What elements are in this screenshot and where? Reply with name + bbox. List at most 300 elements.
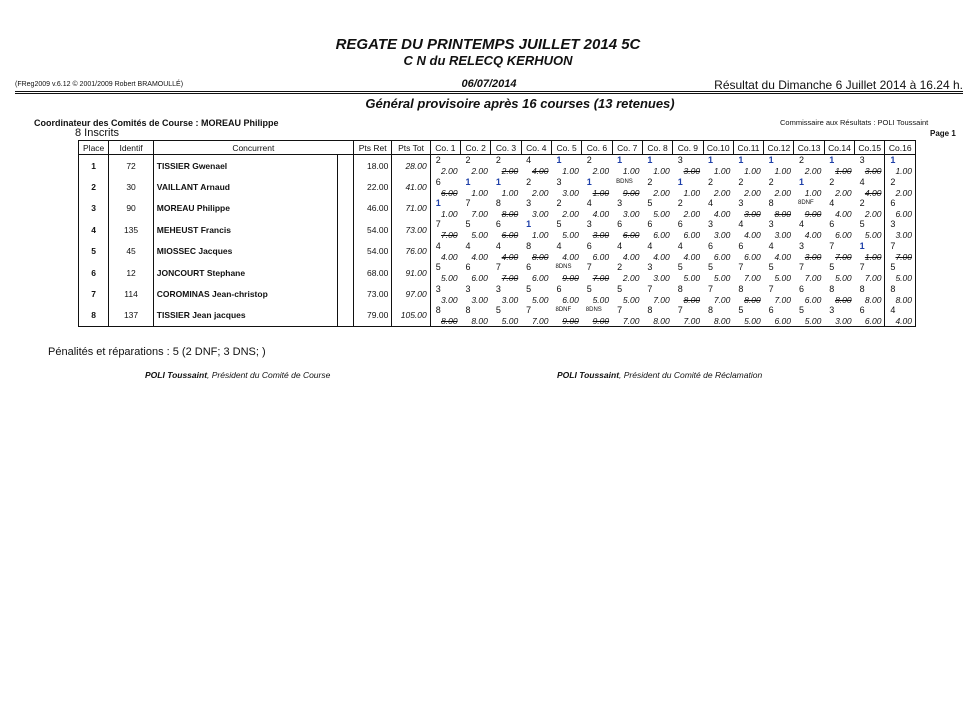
race-rank: 1 <box>798 176 804 187</box>
race-points: 4.00 <box>562 251 579 262</box>
race-points: 6.00 <box>683 230 701 241</box>
race-rank: 3 <box>617 197 623 208</box>
race-rank: 3 <box>435 283 441 294</box>
race-cell <box>703 155 733 177</box>
race-rank: 3 <box>798 240 804 251</box>
race-cell <box>582 198 612 219</box>
race-points: 6.00 <box>653 230 670 241</box>
race-result <box>673 219 703 240</box>
race-result <box>521 305 551 326</box>
spacer-cell <box>337 283 353 304</box>
race-rank: 6 <box>556 283 562 294</box>
race-rank: 3 <box>586 219 592 230</box>
race-cell <box>642 241 672 262</box>
race-rank: 2 <box>465 155 471 166</box>
race-rank: 7 <box>617 304 623 315</box>
race-result <box>824 305 854 326</box>
race-rank: BDNS <box>616 178 633 185</box>
race-cell <box>855 262 885 283</box>
race-cell <box>521 219 551 240</box>
race-rank: 6 <box>526 262 532 273</box>
race-result <box>673 305 703 326</box>
race-result <box>491 177 521 198</box>
race-points: 6.00 <box>501 230 519 241</box>
race-cell <box>673 198 703 219</box>
column-header: Pts Tot <box>392 141 430 155</box>
race-result <box>461 155 491 176</box>
race-result <box>824 284 854 305</box>
race-cell <box>582 241 612 262</box>
race-points: 1.00 <box>622 166 640 177</box>
competitor-name: MOREAU Philippe <box>156 203 230 214</box>
race-rank: 1 <box>586 176 592 187</box>
race-cell <box>491 262 521 283</box>
race-points: 5.00 <box>441 273 458 284</box>
race-points: 2.00 <box>592 166 610 177</box>
race-cell <box>855 283 885 304</box>
race-points: 8.00 <box>835 294 852 305</box>
race-result <box>491 155 521 176</box>
race-rank: 8 <box>465 304 471 315</box>
race-result <box>703 177 733 198</box>
identif-cell: 114 <box>109 283 153 304</box>
race-rank: 4 <box>647 240 653 251</box>
pts-ret-cell: 73.00 <box>353 283 391 304</box>
race-result <box>521 219 551 240</box>
race-cell <box>764 176 794 197</box>
result-timestamp: Résultat du Dimanche 6 Juillet 2014 à 16.24 h. <box>714 78 963 92</box>
race-result <box>612 198 642 219</box>
race-cell <box>582 262 612 283</box>
race-cell <box>794 198 824 219</box>
race-rank: 7 <box>526 304 532 315</box>
race-rank: 5 <box>829 262 835 273</box>
race-rank: 7 <box>495 262 501 273</box>
race-rank: 8 <box>435 304 441 315</box>
race-cell <box>855 305 885 327</box>
spacer-cell <box>337 305 353 327</box>
race-result <box>551 284 581 305</box>
race-points: 1.00 <box>501 187 519 198</box>
race-rank: 6 <box>798 283 804 294</box>
race-rank: 6 <box>495 219 501 230</box>
race-result <box>551 305 581 326</box>
race-cell <box>673 241 703 262</box>
race-points: 5.00 <box>713 273 731 284</box>
race-points: 7.00 <box>864 273 882 284</box>
race-points: 4.00 <box>653 251 670 262</box>
place-cell: 3 <box>79 198 109 219</box>
signatory-role: , Président du Comité de Course <box>207 370 331 380</box>
race-result <box>855 198 885 219</box>
race-result <box>431 198 461 219</box>
race-cell <box>703 176 733 197</box>
race-rank: 5 <box>890 262 896 273</box>
race-points: 2.00 <box>835 187 852 198</box>
race-rank: 2 <box>890 176 896 187</box>
race-result <box>431 155 461 176</box>
race-cell <box>885 283 916 304</box>
race-result <box>431 177 461 198</box>
race-result <box>703 198 733 219</box>
place-cell: 6 <box>79 262 109 283</box>
race-points: 1.00 <box>592 187 610 198</box>
race-points: 4.00 <box>864 187 882 198</box>
race-cell <box>824 305 854 327</box>
pts-tot-cell: 76.00 <box>392 241 430 262</box>
divider <box>15 93 963 94</box>
software-credit: (FReg2009 v.6.12 © 2001/2009 Robert BRAMOULLÉ) <box>15 81 184 88</box>
race-rank: 4 <box>859 176 865 187</box>
race-points: 2.00 <box>774 187 791 198</box>
spacer-cell <box>337 155 353 177</box>
race-points: 7.00 <box>895 251 912 262</box>
race-cell <box>794 305 824 327</box>
race-points: 5.00 <box>774 273 791 284</box>
identif-cell: 135 <box>109 219 153 240</box>
race-result <box>733 155 763 176</box>
race-cell <box>582 155 612 177</box>
race-result <box>794 241 824 262</box>
race-points: 3.00 <box>501 294 519 305</box>
race-cell <box>551 262 581 283</box>
race-points: 7.00 <box>622 315 640 326</box>
race-points: 1.00 <box>683 187 701 198</box>
race-rank: 5 <box>738 304 744 315</box>
race-result <box>551 198 581 219</box>
race-result <box>885 198 915 219</box>
race-result <box>855 262 885 283</box>
place-cell: 1 <box>79 155 109 177</box>
race-rank: 6 <box>435 176 441 187</box>
race-cell <box>551 283 581 304</box>
signatory-name: POLI Toussaint <box>557 370 620 380</box>
race-points: 1.00 <box>653 166 670 177</box>
race-cell <box>733 262 763 283</box>
race-result <box>824 262 854 283</box>
race-rank: 2 <box>586 155 592 166</box>
race-points: 6.00 <box>562 294 579 305</box>
race-cell <box>582 176 612 197</box>
race-rank: 4 <box>556 240 562 251</box>
race-rank: 4 <box>495 240 501 251</box>
race-result <box>885 262 915 283</box>
divider <box>15 91 963 92</box>
race-result <box>855 155 885 176</box>
race-result <box>521 155 551 176</box>
race-points: 4.00 <box>835 208 852 219</box>
race-cell <box>794 283 824 304</box>
race-cell <box>551 219 581 240</box>
column-header: Co.12 <box>764 141 794 155</box>
race-rank: 3 <box>526 197 532 208</box>
pts-tot-cell: 73.00 <box>392 219 430 240</box>
race-points: 1.00 <box>895 166 912 177</box>
race-cell <box>521 155 551 177</box>
pts-ret-cell: 79.00 <box>353 305 391 327</box>
event-date: 06/07/2014 <box>461 78 517 90</box>
identif-cell: 90 <box>109 198 153 219</box>
race-points: 4.00 <box>774 251 791 262</box>
race-points: 2.00 <box>895 187 912 198</box>
coordinator: Coordinateur des Comités de Course : MOREAU Philippe <box>34 118 279 128</box>
race-points: 8.00 <box>441 315 458 326</box>
race-result <box>612 177 642 198</box>
race-points: 2.00 <box>653 187 670 198</box>
race-result <box>461 219 491 240</box>
race-result <box>733 177 763 198</box>
race-cell <box>794 219 824 240</box>
race-rank: 4 <box>677 240 683 251</box>
race-rank: 8 <box>526 240 532 251</box>
race-points: 6.00 <box>713 251 731 262</box>
race-rank: 1 <box>859 240 865 251</box>
race-cell <box>794 155 824 177</box>
race-result <box>582 284 612 305</box>
race-result <box>824 155 854 176</box>
table-header <box>79 141 916 155</box>
race-points: 7.00 <box>531 315 549 326</box>
race-cell <box>733 305 763 327</box>
race-points: 5.00 <box>531 294 549 305</box>
race-result <box>703 262 733 283</box>
race-cell <box>733 176 763 197</box>
race-rank: 1 <box>435 197 441 208</box>
race-cell <box>521 241 551 262</box>
race-cell <box>612 155 642 177</box>
race-result <box>733 284 763 305</box>
race-cell <box>461 241 491 262</box>
place-cell: 5 <box>79 241 109 262</box>
race-rank: 1 <box>768 155 774 166</box>
table-row <box>79 176 916 197</box>
race-rank: 1 <box>647 155 653 166</box>
race-points: 9.00 <box>562 273 579 284</box>
race-result <box>885 219 915 240</box>
race-rank: 5 <box>435 262 441 273</box>
race-cell <box>673 155 703 177</box>
place-cell: 4 <box>79 219 109 240</box>
race-rank: 2 <box>859 197 865 208</box>
race-points: 1.00 <box>562 166 579 177</box>
race-rank: 1 <box>465 176 471 187</box>
race-result <box>612 262 642 283</box>
race-cell <box>612 198 642 219</box>
race-result <box>551 177 581 198</box>
race-points: 5.00 <box>592 294 610 305</box>
race-points: 6.00 <box>622 230 640 241</box>
race-points: 6.00 <box>804 294 822 305</box>
race-cell <box>461 155 491 177</box>
race-points: 6.00 <box>471 273 488 284</box>
column-header: Co. 9 <box>673 141 703 155</box>
race-result <box>612 284 642 305</box>
race-rank: 5 <box>708 262 714 273</box>
race-points: 4.00 <box>804 230 822 241</box>
race-rank: 7 <box>465 197 471 208</box>
race-rank: 7 <box>435 219 441 230</box>
race-points: 5.00 <box>744 315 761 326</box>
race-cell <box>582 219 612 240</box>
race-rank: 5 <box>859 219 865 230</box>
race-cell <box>764 241 794 262</box>
race-points: 4.00 <box>895 315 912 326</box>
race-points: 8.00 <box>653 315 670 326</box>
column-header: Co. 7 <box>612 141 642 155</box>
race-rank: 4 <box>768 240 774 251</box>
race-cell <box>612 241 642 262</box>
race-points: 2.00 <box>713 187 731 198</box>
spacer-cell <box>337 219 353 240</box>
race-result <box>582 262 612 283</box>
race-result <box>642 262 672 283</box>
race-rank: 8 <box>708 304 714 315</box>
race-cell <box>764 219 794 240</box>
race-cell <box>612 262 642 283</box>
race-result <box>824 177 854 198</box>
race-cell <box>824 155 854 177</box>
race-rank: 2 <box>495 155 501 166</box>
race-result <box>582 198 612 219</box>
race-result <box>461 241 491 262</box>
race-cell <box>521 176 551 197</box>
race-result <box>794 305 824 326</box>
standings-subtitle: Général provisoire après 16 courses (13 retenues) <box>365 96 675 111</box>
race-cell <box>673 176 703 197</box>
identif-cell: 72 <box>109 155 153 177</box>
race-cell <box>551 198 581 219</box>
race-points: 5.00 <box>835 273 852 284</box>
race-cell <box>461 219 491 240</box>
race-result <box>431 284 461 305</box>
race-cell <box>491 155 521 177</box>
race-points: 4.00 <box>713 208 731 219</box>
race-cell <box>885 176 916 197</box>
race-result <box>794 262 824 283</box>
race-result <box>885 284 915 305</box>
column-header: Co.13 <box>794 141 824 155</box>
race-result <box>764 219 794 240</box>
race-result <box>642 155 672 176</box>
race-cell <box>885 262 916 283</box>
column-header: Co.10 <box>703 141 733 155</box>
race-result <box>733 219 763 240</box>
race-rank: 2 <box>829 176 835 187</box>
race-points: 2.00 <box>531 187 549 198</box>
race-cell <box>430 283 460 304</box>
race-cell <box>642 283 672 304</box>
race-points: 1.00 <box>471 187 488 198</box>
race-rank: 8 <box>647 304 653 315</box>
spacer-cell <box>337 198 353 219</box>
race-result <box>794 284 824 305</box>
race-cell <box>461 305 491 327</box>
race-rank: 1 <box>890 155 896 166</box>
race-cell <box>612 305 642 327</box>
race-points: 7.00 <box>713 294 731 305</box>
signature-race-committee <box>145 370 330 380</box>
race-rank: 8DNF <box>797 199 814 206</box>
pts-tot-cell: 71.00 <box>392 198 430 219</box>
race-result <box>431 219 461 240</box>
race-rank: 5 <box>647 197 653 208</box>
race-cell <box>794 241 824 262</box>
race-cell <box>551 176 581 197</box>
race-points: 6.00 <box>864 315 882 326</box>
race-rank: 3 <box>768 219 774 230</box>
race-result <box>491 284 521 305</box>
race-result <box>491 198 521 219</box>
race-result <box>885 241 915 262</box>
race-rank: 3 <box>829 304 835 315</box>
race-result <box>703 219 733 240</box>
identif-cell: 45 <box>109 241 153 262</box>
club-name: C N du RELECQ KERHUON <box>403 53 573 68</box>
race-rank: 3 <box>495 283 501 294</box>
race-result <box>461 177 491 198</box>
race-rank: 1 <box>738 155 744 166</box>
race-points: 8.00 <box>531 251 549 262</box>
race-points: 9.00 <box>804 208 822 219</box>
race-rank: 4 <box>708 197 714 208</box>
race-cell <box>582 305 612 327</box>
race-cell <box>491 219 521 240</box>
column-header: Co. 5 <box>551 141 581 155</box>
race-result <box>551 155 581 176</box>
column-header: Identif <box>109 141 153 155</box>
race-rank: 5 <box>526 283 532 294</box>
race-cell <box>824 219 854 240</box>
race-points: 7.00 <box>774 294 791 305</box>
race-points: 8.00 <box>774 208 791 219</box>
race-cell <box>703 219 733 240</box>
pts-ret-cell: 54.00 <box>353 241 391 262</box>
race-points: 3.00 <box>562 187 579 198</box>
column-header: Co.15 <box>855 141 885 155</box>
race-cell <box>764 305 794 327</box>
race-rank: 2 <box>708 176 714 187</box>
race-points: 3.00 <box>531 208 549 219</box>
race-points: 8.00 <box>744 294 761 305</box>
competitor-name: TISSIER Jean jacques <box>156 310 246 321</box>
race-points: 3.00 <box>744 208 761 219</box>
race-result <box>582 241 612 262</box>
race-cell <box>461 198 491 219</box>
race-result <box>673 155 703 176</box>
race-rank: 7 <box>738 262 744 273</box>
race-result <box>461 284 491 305</box>
race-cell <box>430 155 460 177</box>
page-number: Page 1 <box>930 129 956 138</box>
table-row <box>79 219 916 240</box>
race-points: 3.00 <box>441 294 458 305</box>
table-row <box>79 305 916 327</box>
race-result <box>764 284 794 305</box>
race-result <box>642 198 672 219</box>
race-rank: 4 <box>617 240 623 251</box>
race-result <box>551 262 581 283</box>
race-cell <box>733 241 763 262</box>
race-result <box>582 155 612 176</box>
race-cell <box>824 262 854 283</box>
race-rank: 1 <box>677 176 683 187</box>
race-rank: 3 <box>859 155 865 166</box>
signature-protest-committee <box>557 370 762 380</box>
race-rank: 5 <box>677 262 683 273</box>
race-rank: 8 <box>890 283 896 294</box>
race-points: 6.00 <box>531 273 549 284</box>
race-result <box>612 241 642 262</box>
